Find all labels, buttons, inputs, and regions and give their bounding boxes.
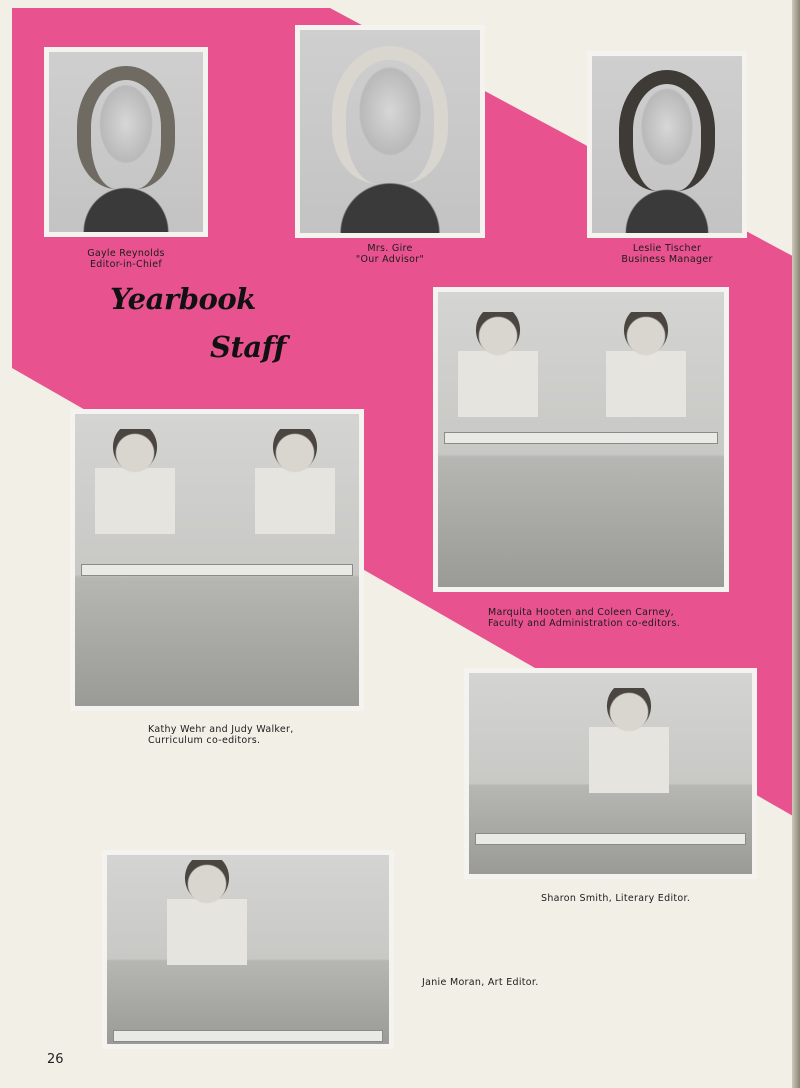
- binding-edge: [792, 0, 800, 1088]
- caption-gayle-reynolds: Gayle Reynolds Editor-in-Chief: [87, 248, 165, 270]
- caption-marquita-coleen: Marquita Hooten and Coleen Carney, Faculty and Administration co-editors.: [488, 607, 681, 629]
- caption-leslie-tischer: Leslie Tischer Business Manager: [621, 243, 713, 265]
- portrait-gayle-reynolds: [44, 47, 208, 237]
- title-yearbook: Yearbook: [110, 282, 256, 316]
- photo-marquita-coleen: [433, 287, 729, 592]
- caption-sharon-smith: Sharon Smith, Literary Editor.: [541, 893, 691, 904]
- caption-kathy-judy: Kathy Wehr and Judy Walker, Curriculum co-editors.: [148, 724, 294, 746]
- page-number: 26: [47, 1052, 64, 1067]
- photo-kathy-judy: [70, 409, 364, 711]
- portrait-mrs-gire: [295, 25, 485, 238]
- photo-janie-moran: [102, 850, 394, 1049]
- photo-sharon-smith: [464, 668, 757, 879]
- caption-janie-moran: Janie Moran, Art Editor.: [422, 977, 539, 988]
- caption-mrs-gire: Mrs. Gire "Our Advisor": [355, 243, 425, 265]
- portrait-leslie-tischer: [587, 51, 747, 238]
- title-staff: Staff: [210, 330, 286, 364]
